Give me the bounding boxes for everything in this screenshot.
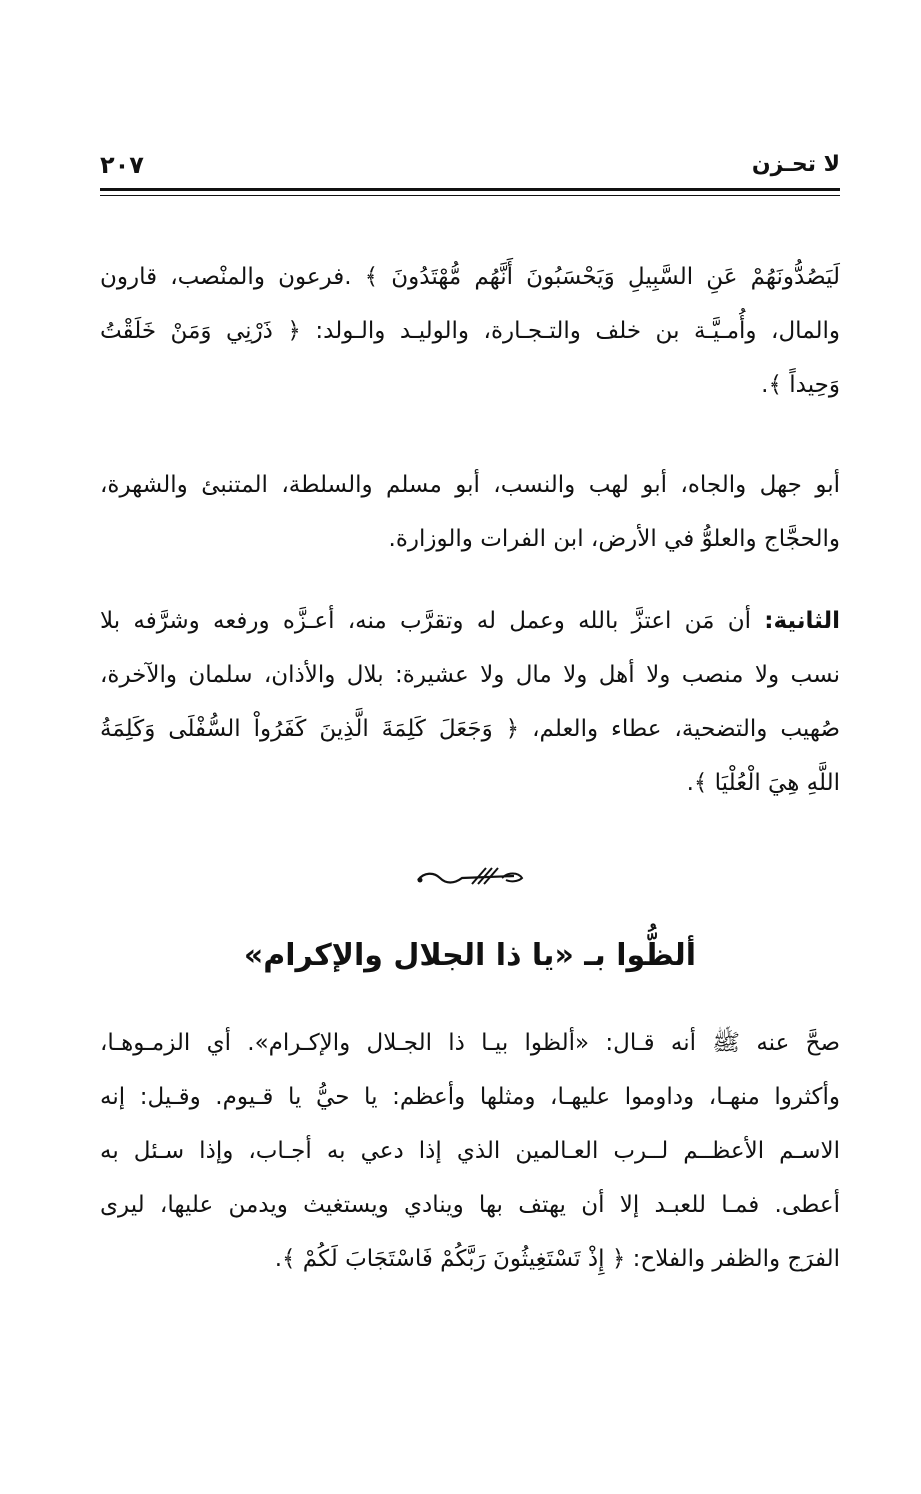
paragraph-lead: الثانية: bbox=[764, 608, 840, 634]
section-title: ألظُّوا بـ «يا ذا الجلال والإكرام» bbox=[243, 938, 697, 973]
page-number: ٢٠٧ bbox=[100, 151, 144, 179]
paragraph-line: وأكثروا منهـا، وداوموا عليهـا، ومثلها وأعظم: يا حيُّ يا قـيوم. وقـيل: إنه bbox=[100, 1084, 840, 1110]
paragraph-line: والمال، وأُمـيَّـة بن خلف والتـجـارة، والوليـد والـولد: ﴿ ذَرْنِي وَمَنْ خَلَقْتُ bbox=[100, 318, 840, 344]
paragraph-line: وَحِيداً ﴾. bbox=[761, 372, 840, 398]
paragraph-line: أعطى. فمـا للعبـد إلا أن يهتف بها وينادي ويستغيث ويدمن عليها، ليرى bbox=[100, 1192, 840, 1218]
paragraph-line: الفرَج والظفر والفلاح: ﴿ إِذْ تَسْتَغِيثُونَ رَبَّكُمْ فَاسْتَجَابَ لَكُمْ ﴾. bbox=[274, 1246, 840, 1272]
paragraph-1 bbox=[100, 250, 840, 412]
paragraph-4 bbox=[100, 1016, 840, 1286]
paragraph-2 bbox=[100, 458, 840, 566]
running-header bbox=[100, 150, 840, 184]
paragraph-line: لَيَصُدُّونَهُمْ عَنِ السَّبِيلِ وَيَحْسَبُونَ أَنَّهُم مُّهْتَدُونَ ﴾ .فرعون والمنْصب، قارون bbox=[100, 264, 840, 290]
paragraph-line bbox=[100, 594, 840, 648]
paragraph-line: أبو جهل والجاه، أبو لهب والنسب، أبو مسلم والسلطة، المتنبئ والشهرة، bbox=[100, 472, 840, 498]
paragraph-line: صُهيب والتضحية، عطاء والعلم، ﴿ وَجَعَلَ كَلِمَةَ الَّذِينَ كَفَرُواْ السُّفْلَى وَكَلِمَةُ bbox=[100, 716, 840, 742]
paragraph-3 bbox=[100, 594, 840, 810]
header-rule-thin bbox=[100, 195, 840, 196]
paragraph-line: والحجَّاج والعلوُّ في الأرض، ابن الفرات والوزارة. bbox=[388, 526, 840, 552]
paragraph-line-text: أن مَن اعتزَّ بالله وعمل له وتقرَّب منه، أعـزَّه ورفعه وشرَّفه بلا bbox=[100, 608, 765, 634]
paragraph-line: الاسـم الأعظــم لــرب العـالمين الذي إذا دعي به أجـاب، وإذا سـئل به bbox=[100, 1138, 840, 1164]
paragraph-line: صحَّ عنه ﷺ أنه قـال: «ألظوا بيـا ذا الجـلال والإكـرام». أي الزمـوهـا، bbox=[100, 1030, 840, 1056]
ornament-divider-icon bbox=[410, 862, 530, 892]
paragraph-line: نسب ولا منصب ولا أهل ولا مال ولا عشيرة: بلال والأذان، سلمان والآخرة، bbox=[100, 662, 840, 688]
paragraph-line: اللَّهِ هِيَ الْعُلْيَا ﴾. bbox=[686, 770, 840, 796]
header-rule bbox=[100, 188, 840, 191]
book-title: لا تحـزن bbox=[751, 152, 840, 177]
